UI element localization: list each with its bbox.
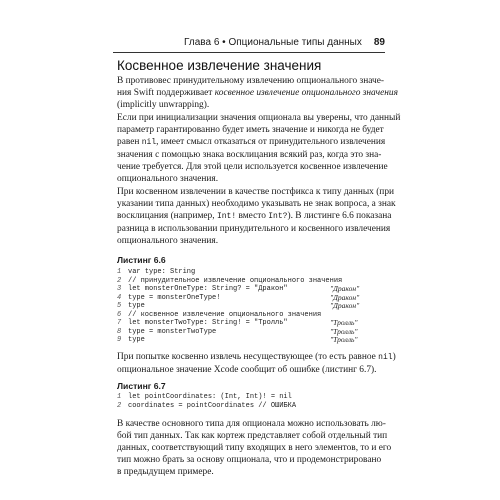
- text-line: значения с помощью знака восклицания всякий раз, когда это зна-: [117, 150, 382, 161]
- text-line: [117, 351, 396, 364]
- text-line: бой тип данных. Так как кортеж представляет собой отдельный тип: [117, 431, 388, 442]
- code-line: [117, 402, 383, 411]
- result-value: "Тролль": [330, 335, 358, 345]
- result-value: "Тролль": [330, 326, 358, 336]
- result-value: "Дракон": [330, 284, 360, 294]
- text-line: в предыдущем примере.: [117, 467, 214, 478]
- line-number: 1: [117, 393, 122, 401]
- code-text: let pointCoordinates: (Int, Int)! = nil: [128, 393, 292, 401]
- result-value: "Дракон": [330, 301, 360, 311]
- text-line: данных, соответствующий типу входящих в него элементов, то и его: [117, 443, 392, 454]
- inline-code: Int?: [268, 212, 288, 222]
- inline-code: Int!: [216, 212, 237, 222]
- line-number: 4: [117, 293, 122, 302]
- text-line: В качестве основного типа для опционала можно использовать лю-: [117, 419, 386, 429]
- line-number: 5: [117, 302, 122, 311]
- text-span: ). В листинге 6.6 показана: [287, 211, 392, 222]
- text-span: восклицания (например,: [117, 211, 217, 222]
- code-text: let monsterOneType: String? = "Дракон": [128, 285, 288, 294]
- inline-code: nil: [141, 138, 157, 148]
- emphasis: косвенное извлечение опционального значения: [214, 88, 398, 99]
- line-number: 3: [117, 285, 122, 294]
- text-span: , имеет смысл отказаться от принудительного извлечения: [156, 137, 386, 148]
- text-line: При косвенном извлечении в качестве постфикса к типу данных (при: [117, 187, 395, 197]
- text-line: [117, 136, 386, 149]
- text-line: опционального значения.: [117, 236, 219, 247]
- line-number: 7: [117, 319, 122, 328]
- code-text: var type: String: [128, 268, 196, 276]
- text-span: При попытке косвенно извлечь несуществующее (то есть равное: [117, 352, 379, 362]
- text-line: Если при инициализации значения опционала вы уверены, что данный: [117, 113, 401, 123]
- page-number: 89: [373, 37, 385, 48]
- code-text: type = monsterOneType!: [128, 293, 221, 302]
- text-span: ): [392, 352, 396, 362]
- text-line: [117, 210, 392, 223]
- text-span: ния Swift поддерживает: [117, 88, 215, 99]
- paragraph-1: [117, 75, 398, 111]
- text-line: [117, 87, 398, 99]
- text-span: вместо: [236, 211, 269, 222]
- paragraph-5: [117, 418, 392, 478]
- listing-6-6-title: Листинг 6.6: [117, 255, 166, 265]
- code-text: // косвенное извлечение опционального значения: [128, 310, 322, 319]
- paragraph-3: [117, 186, 396, 247]
- text-line: чение требуется. Для этой цели используется косвенное извлечение: [117, 162, 388, 173]
- listing-6-6-code: [117, 268, 383, 345]
- code-text: type: [128, 336, 145, 345]
- code-text: coordinates = pointCoordinates // ОШИБКА: [128, 401, 297, 410]
- text-line: параметр гарантированно будет иметь значение и никогда не будет: [117, 125, 384, 136]
- running-header: [113, 37, 385, 49]
- text-line: разница в использовании принудительного и косвенного извлечения: [117, 224, 391, 235]
- paragraph-4: [117, 351, 396, 376]
- listing-6-7-title: Листинг 6.7: [117, 381, 166, 391]
- chapter-title: Глава 6 • Опциональные типы данных: [184, 37, 362, 48]
- section-title: Косвенное извлечение значения: [117, 58, 322, 73]
- text-line: указании типа данных) необходимо указывать не знак вопроса, а знак: [117, 199, 396, 210]
- inline-code: nil: [378, 353, 393, 362]
- listing-6-7-code: [117, 393, 383, 410]
- paragraph-2: [117, 112, 401, 186]
- code-line: [117, 393, 383, 402]
- result-value: "Дракон": [330, 292, 360, 302]
- code-text: type: [128, 302, 145, 311]
- header-rule: [113, 52, 385, 53]
- text-line: опциональное значение Xcode сообщит об ошибке (листинг 6.7).: [117, 365, 377, 376]
- code-line: [117, 336, 383, 345]
- line-number: 9: [117, 336, 122, 345]
- text-line: тип можно брать за основу опционала, что и продемонстрировано: [117, 455, 382, 466]
- code-line: [117, 302, 383, 311]
- code-text: // принудительное извлечение опционального значения: [128, 276, 343, 285]
- text-line: (implicitly unwrapping).: [117, 100, 210, 111]
- result-value: "Тролль": [330, 318, 358, 328]
- line-number: 8: [117, 327, 122, 336]
- code-text: type = monsterTwoType: [128, 327, 217, 336]
- text-line: опционального значения.: [117, 174, 219, 185]
- code-text: let monsterTwoType: String! = "Тролль": [128, 319, 288, 328]
- text-line: В противовес принудительному извлечению опционального значе-: [117, 76, 385, 86]
- code-line: [117, 268, 383, 277]
- line-number: 2: [117, 401, 122, 410]
- line-number: 1: [117, 268, 122, 276]
- line-number: 2: [117, 276, 122, 285]
- line-number: 6: [117, 310, 122, 319]
- text-span: равен: [117, 137, 142, 148]
